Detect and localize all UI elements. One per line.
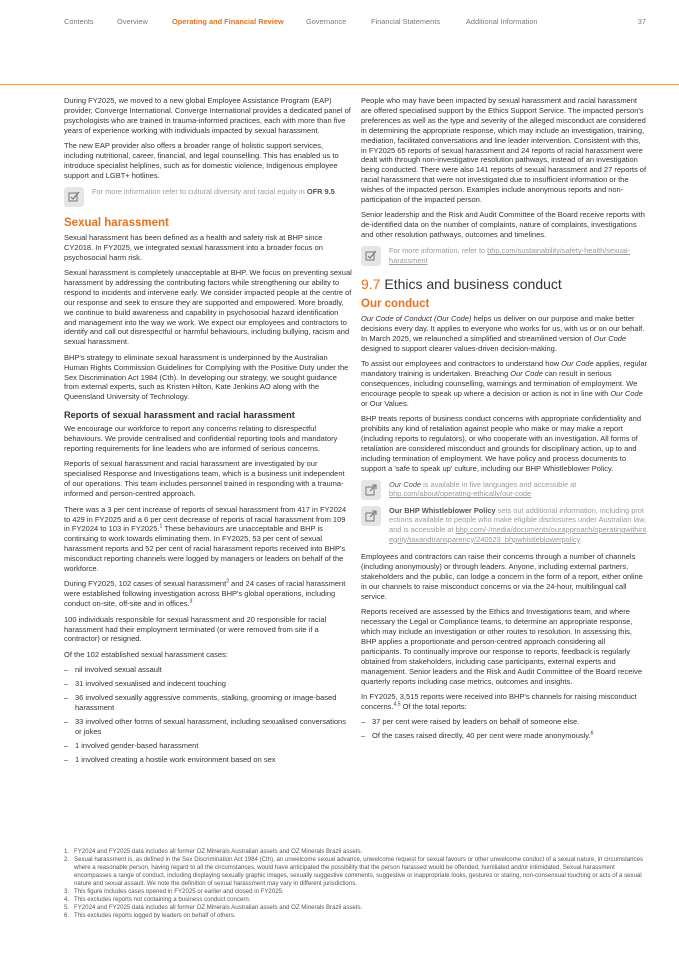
reports-paragraph-3	[64, 505, 352, 574]
note-text: For more information refer to cultural diversity and racial equity in	[92, 186, 307, 196]
footnote-number: 2.	[64, 856, 70, 863]
reports-heading: Reports of sexual harassment and racial harassment	[64, 410, 295, 421]
cross-reference-icon	[64, 187, 84, 207]
established-cases-list	[64, 665, 352, 764]
conduct-paragraph-2	[361, 359, 647, 409]
note-end: .	[334, 186, 337, 196]
section-title: Ethics and business conduct	[380, 276, 562, 293]
footnote-number: 4.	[64, 896, 70, 903]
left-column	[64, 96, 352, 770]
footnote-ref-2: 2	[226, 578, 229, 585]
our-code-ref: Our Code	[561, 359, 594, 369]
note-text: sets out additional information, including protections available to people who make eligible disclosures under Australian law, and is accessible at	[389, 505, 647, 534]
training-text-a: To assist our employees and contractors to understand how	[361, 359, 562, 369]
conduct-paragraph-3: BHP treats reports of business conduct concerns with appropriate confidentiality and prohibits any kind of retaliation against people who make or may make a report (including reports to regulators), or who cooperate with an investigation. All forms of retaliation are considered misconduct and grounds for disciplinary action, up to and including termination of employment. We have policy and process documents to support a 'safe to speak up' culture, including our BHP Whistleblower Policy.	[361, 414, 642, 473]
footnote	[64, 904, 646, 912]
cases-text-b: and 24 cases of racial harassment were established following investigation across BHP's global operations, including conduct on-site, off-site and in offices.	[64, 579, 346, 609]
reports-paragraph-6: Of the 102 established sexual harassment cases:	[64, 649, 228, 659]
footnote-number: 5.	[64, 904, 70, 911]
conduct-paragraph-1	[361, 314, 647, 354]
list-item: – 36 involved sexually aggressive comments, stalking, grooming or image-based harassment	[64, 693, 352, 713]
reports-text-b: These behaviours are unacceptable and BHP is continuing to work towards eliminating them. In FY2025, 53 per cent of sexual harassment reports and 52 per cent of racial harassment reports received into BHP's misconduct reporting channels were logged by managers or leaders on behalf of the workforce.	[64, 524, 346, 574]
reports-paragraph-1: We encourage our workforce to report any concerns relating to disrespectful behaviours. We provide centralised and confidential reporting tools and mandatory reporting requirements for line leaders who are informed of serious concerns.	[64, 424, 338, 454]
reports-paragraph-2: Reports of sexual harassment and racial harassment are investigated by our specialised Response and Investigations team, which is a business unit independent of our operations. This team includes personnel trained in responding with a trauma-informed and person-centred approach.	[64, 459, 345, 499]
reports-received-paragraph	[361, 692, 647, 712]
footnotes	[64, 848, 646, 920]
sexual-harassment-paragraph-3: BHP's strategy to eliminate sexual harassment is underpinned by the Australian Human Rights Commission Guidelines for Complying with the Positive Duty under the Sex Discrimination Act 1984 (Cth). In developing our strategy, we sought guidance from external experts, such as Kristen Hilton, Kate Jenkins AO along with the Queensland University of Technology.	[64, 352, 349, 402]
nav-operating-financial-review[interactable]: Operating and Financial Review	[172, 17, 284, 26]
sexual-harassment-paragraph-2: Sexual harassment is completely unacceptable at BHP. We focus on preventing sexual harassment by addressing the contributing factors while strengthening our ability to respond to incidents and intervene early. We consider impacted people at the centre of our response and seek to ensure they are supported and empowered. More broadly, we continue to build awareness and capability in psychosocial hazard identification and management into the way we work. We expect our employees and contractors to identify and call out disrespectful or harmful behaviours, including bullying, racism and sexual harassment.	[64, 267, 352, 347]
footnote	[64, 888, 646, 896]
our-code-link[interactable]: bhp.com/about/operating-ethically/our-code	[389, 489, 532, 499]
our-code-ref: Our Code	[593, 334, 627, 343]
footnote-text: FY2024 and FY2025 data includes all former OZ Minerals Australian assets and OZ Minerals Brazil assets.	[74, 848, 363, 855]
cross-reference-icon	[361, 246, 381, 266]
whistleblower-policy-note	[361, 506, 647, 544]
footnote-text: This figure includes cases opened in FY2025 or earlier and closed in FY2025.	[74, 888, 284, 895]
cultural-diversity-note	[64, 187, 352, 207]
footnote	[64, 912, 646, 920]
sexual-harassment-link[interactable]: bhp.com/sustainability/safety-health/sexual-harassment	[389, 246, 631, 265]
our-code-languages-note	[361, 480, 647, 500]
footnote-number: 1.	[64, 848, 70, 855]
conduct-text-d: designed to support clearer values-driven decision-making.	[361, 343, 557, 353]
footnote-number: 6.	[64, 912, 70, 919]
assessment-paragraph: Reports received are assessed by the Ethics and Investigations team, and where necessary the Legal or Compliance teams, to determine an appropriate response, which may include an investigation or other routes to resolution. In assessing this, BHP applies a proportionate and person-centred approach considering all participants. To continually improve our response to reports, feedback is regularly obtained from stakeholders, including case participants, external experts and management. Senior leaders and the Risk and Audit Committee of the Board receive quarterly reports including case metrics, outcomes and insights.	[361, 607, 642, 686]
whistleblower-policy-link[interactable]: bhp.com/-/media/documents/ourapproach/operatingwithintegrity/taxandtransparency/240523_bhpwhistleblowerpolicy	[389, 524, 647, 544]
our-conduct-heading: Our conduct	[361, 298, 430, 311]
nav-overview[interactable]: Overview	[117, 17, 148, 26]
list-item: – 37 per cent were raised by leaders on behalf of someone else.	[361, 717, 647, 727]
eap-paragraph-2: The new EAP provider also offers a broader range of holistic support services, including nutritional, career, financial, and legal counselling. This has enabled us to introduce specialist helplines, such as for domestic violence, Indigenous employee support and LGBT+ hotlines.	[64, 141, 339, 180]
eap-paragraph-1: During FY2025, we moved to a new global Employee Assistance Program (EAP) provider, Converge International. Converge International provides a dedicated panel of psychologists who are trained in trauma-informed practices, each with more than five years of experience working with individuals impacted by sexual harassment.	[64, 96, 351, 135]
training-text-c: applies, regular mandatory training is undertaken. Breaching	[361, 359, 648, 379]
footnote	[64, 896, 646, 904]
support-paragraph-2: Senior leadership and the Risk and Audit Committee of the Board receive reports with de-identified data on the number of complaints, nature of complaints, investigations and other resolution pathways, outcomes and timelines.	[361, 210, 645, 240]
footnote-text: This excludes reports logged by leaders on behalf of others.	[74, 912, 236, 919]
conduct-text-b: helps us deliver on our purpose and make better decisions every day. It applies to everyone who works for us, with us or on our behalf. In March 2025, we relaunched a simplified and streamlined version of	[361, 314, 645, 343]
nav-contents[interactable]: Contents	[64, 17, 94, 26]
list-item: – 1 involved creating a hostile work environment based on sex	[64, 755, 352, 765]
list-item: – nil involved sexual assault	[64, 665, 352, 675]
our-code-ref: Our Code	[610, 389, 643, 399]
external-link-icon	[361, 506, 381, 526]
sexual-harassment-heading: Sexual harassment	[64, 216, 169, 229]
training-text-g: or Our Values.	[361, 398, 409, 408]
section-heading	[361, 276, 647, 292]
footnote	[64, 856, 646, 888]
list-item: – 1 involved gender-based harassment	[64, 741, 352, 751]
footnote-ref-1: 1	[159, 523, 163, 530]
our-code-ref: Our Code	[389, 479, 422, 489]
support-paragraph-1: People who may have been impacted by sexual harassment and racial harassment are offered specialised support by the Ethics Support Service. The impacted person's preferences as well as the type and severity of the alleged misconduct are considered in determining the appropriate response, which may include an investigation, training, mediation, facilitated conversations and line leader intervention. Consistent with this, in FY2025 65 reports of sexual harassment and 24 reports of racial harassment were dealt with through non-investigative resolution pathways, instead of an investigation being conducted. There were also 141 reports of sexual harassment and 27 reports of racial harassment that were not investigated due to insufficient information or the wishes of the impacted person. Examples include anonymous reports and non-participation of the impacted person.	[361, 96, 647, 205]
list-item: – 31 involved sexualised and indecent touching	[64, 679, 352, 689]
ofr-reference[interactable]: OFR 9.5	[306, 186, 335, 196]
list-item: – 33 involved other forms of sexual harassment, including sexualised conversations or jokes	[64, 717, 352, 737]
external-link-icon	[361, 480, 381, 500]
whistleblower-policy-title: Our BHP Whistleblower Policy	[389, 505, 496, 515]
reports-paragraph-4	[64, 579, 352, 609]
note-text: For more information, refer to	[389, 246, 488, 256]
channels-paragraph: Employees and contractors can raise their concerns through a number of channels (including anonymously) or through leaders. Anyone, including external partners, stakeholders and the public, can lodge a concern in the form of a report, either online in our channels to raise misconduct concerns or via the 24-hour, multilingual call service.	[361, 552, 643, 601]
reports-received-text-b: Of the total reports:	[400, 701, 467, 711]
total-reports-list	[361, 717, 647, 741]
training-text-e: can result in serious consequences, including counselling, warnings and termination of employment. We encourage people to speak up where a decision or action is not in line with	[361, 369, 638, 399]
footnote-text: This excludes reports not containing a business conduct concern.	[74, 896, 251, 903]
our-code-ref: Our Code	[510, 369, 543, 379]
reports-received-text: In FY2025, 3,515 reports were received into BHP's channels for raising misconduct concerns.	[361, 691, 637, 711]
header-divider	[0, 84, 679, 85]
nav-governance[interactable]: Governance	[306, 17, 347, 26]
right-column	[361, 96, 647, 746]
note-text: is available in five languages and accessible at	[421, 479, 577, 489]
page-number: 37	[637, 17, 646, 26]
nav-financial-statements[interactable]: Financial Statements	[371, 17, 441, 26]
footnote-ref-4-5: 4,5	[393, 701, 401, 708]
code-of-conduct-title: Our Code of Conduct (Our Code)	[361, 314, 472, 324]
footnote-number: 3.	[64, 888, 70, 895]
reports-paragraph-5: 100 individuals responsible for sexual harassment and 20 responsible for racial harassment had their employment terminated (or were removed from site if a contractor) or resigned.	[64, 614, 327, 644]
cases-text-a: During FY2025, 102 cases of sexual harassment	[64, 579, 227, 589]
footnote-ref-3: 3	[189, 598, 193, 605]
nav-additional-information[interactable]: Additional Information	[466, 17, 538, 26]
list-item	[361, 731, 647, 741]
sexual-harassment-link-note	[361, 246, 647, 266]
footnote-ref-6: 6	[590, 730, 594, 737]
reports-text-a: There was a 3 per cent increase of reports of sexual harassment from 417 in FY2024 to 429 in FY2025 and a 6 per cent decrease of reports of racial harassment from 109 in FY2024 to 103 in FY2025.	[64, 504, 347, 534]
footnote-text: Sexual harassment is, as defined in the Sex Discrimination Act 1984 (Cth), an unwelcome sexual advance, unwelcome request for sexual favours or other unwelcome conduct of a sexual nature, in circumstances where a reasonable person, having regard to all the circumstances, would have anticipated the possibility that the person harassed would be offended, humiliated and/or intimidated. Sexual harassment encompasses a range of conduct, including displaying sexually graphic images, sexually suggestive comments, suggestive or inappropriate looks, gestures or staring, non-consensual touching or acts of a sexual nature and sexual assault. We note the definition of sexual harassment may vary in different jurisdictions.	[74, 856, 644, 887]
top-navigation	[0, 0, 679, 44]
section-number: 9.7	[361, 276, 381, 293]
footnote	[64, 848, 646, 856]
sexual-harassment-paragraph-1: Sexual harassment has been defined as a health and safety risk at BHP since CY2018. In FY2025, we integrated sexual harassment into a broader focus on psychosocial harm risk.	[64, 232, 323, 262]
anonymous-text: Of the cases raised directly, 40 per cent were made anonymously.	[372, 731, 591, 741]
footnote-text: FY2024 and FY2025 data includes all former OZ Minerals Australian assets and OZ Minerals Brazil assets.	[74, 904, 363, 911]
